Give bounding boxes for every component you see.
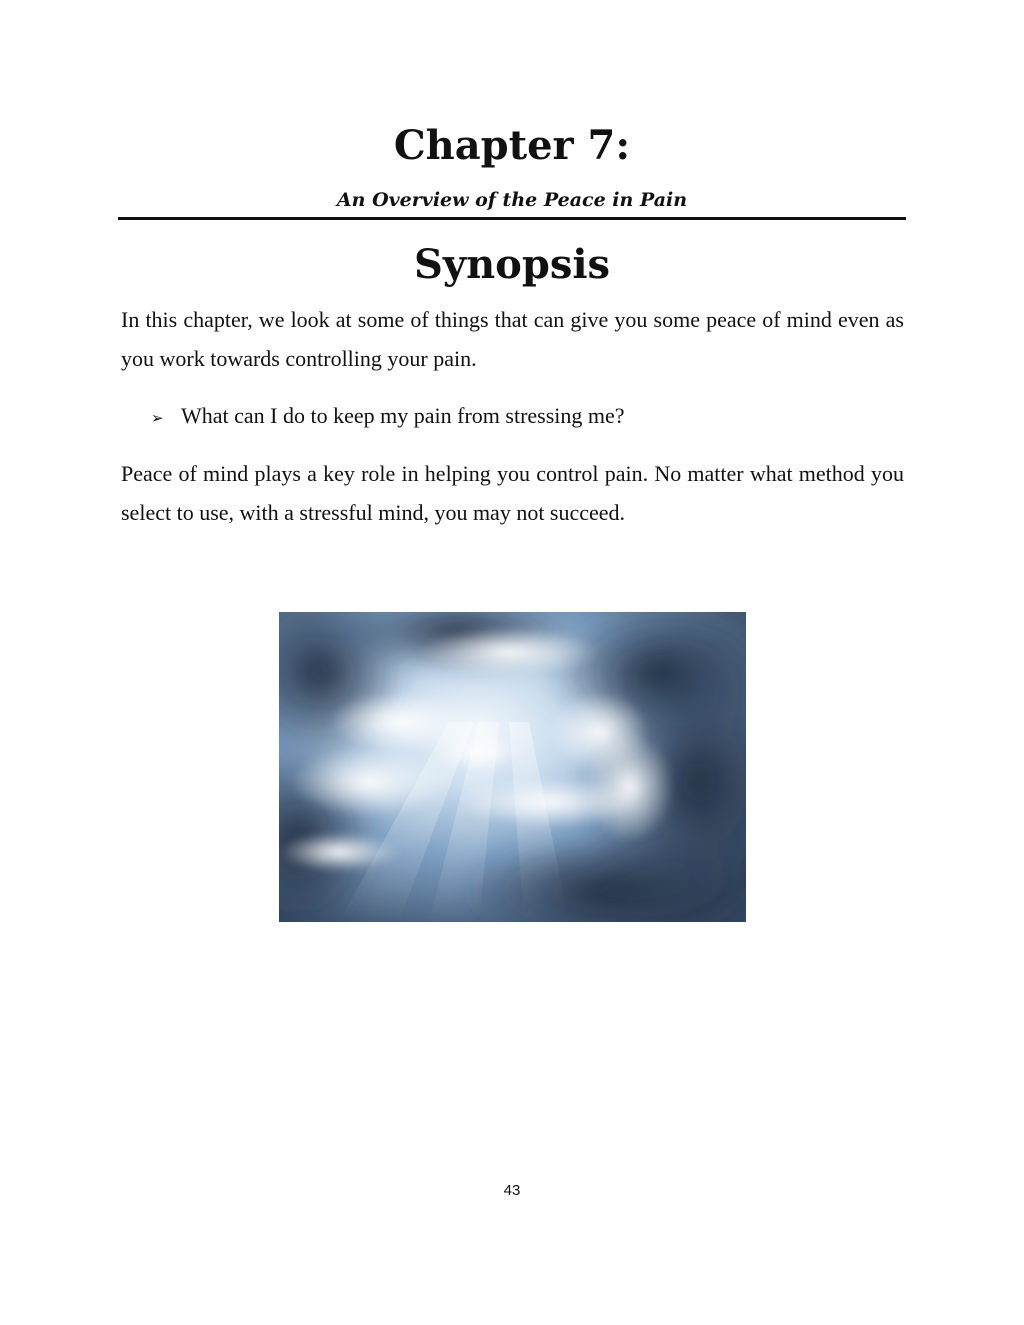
sky-clouds-photo — [279, 612, 746, 922]
arrow-bullet-icon: ➢ — [151, 409, 164, 427]
synopsis-heading: Synopsis — [413, 241, 611, 288]
list-item — [151, 397, 851, 437]
chapter-subtitle: An Overview of the Peace in Pain — [336, 189, 688, 211]
intro-paragraph: In this chapter, we look at some of things that can give you some peace of mind even as you work towards controlling your pain. — [121, 307, 904, 371]
body-paragraph: Peace of mind plays a key role in helping you control pain. No matter what method you select to use, with a stressful mind, you may not succeed. — [121, 461, 904, 525]
page-number: 43 — [503, 1182, 521, 1199]
list-item-text: What can I do to keep my pain from stressing me? — [181, 403, 625, 428]
chapter-title: Chapter 7: — [393, 122, 631, 169]
title-divider — [118, 217, 906, 220]
